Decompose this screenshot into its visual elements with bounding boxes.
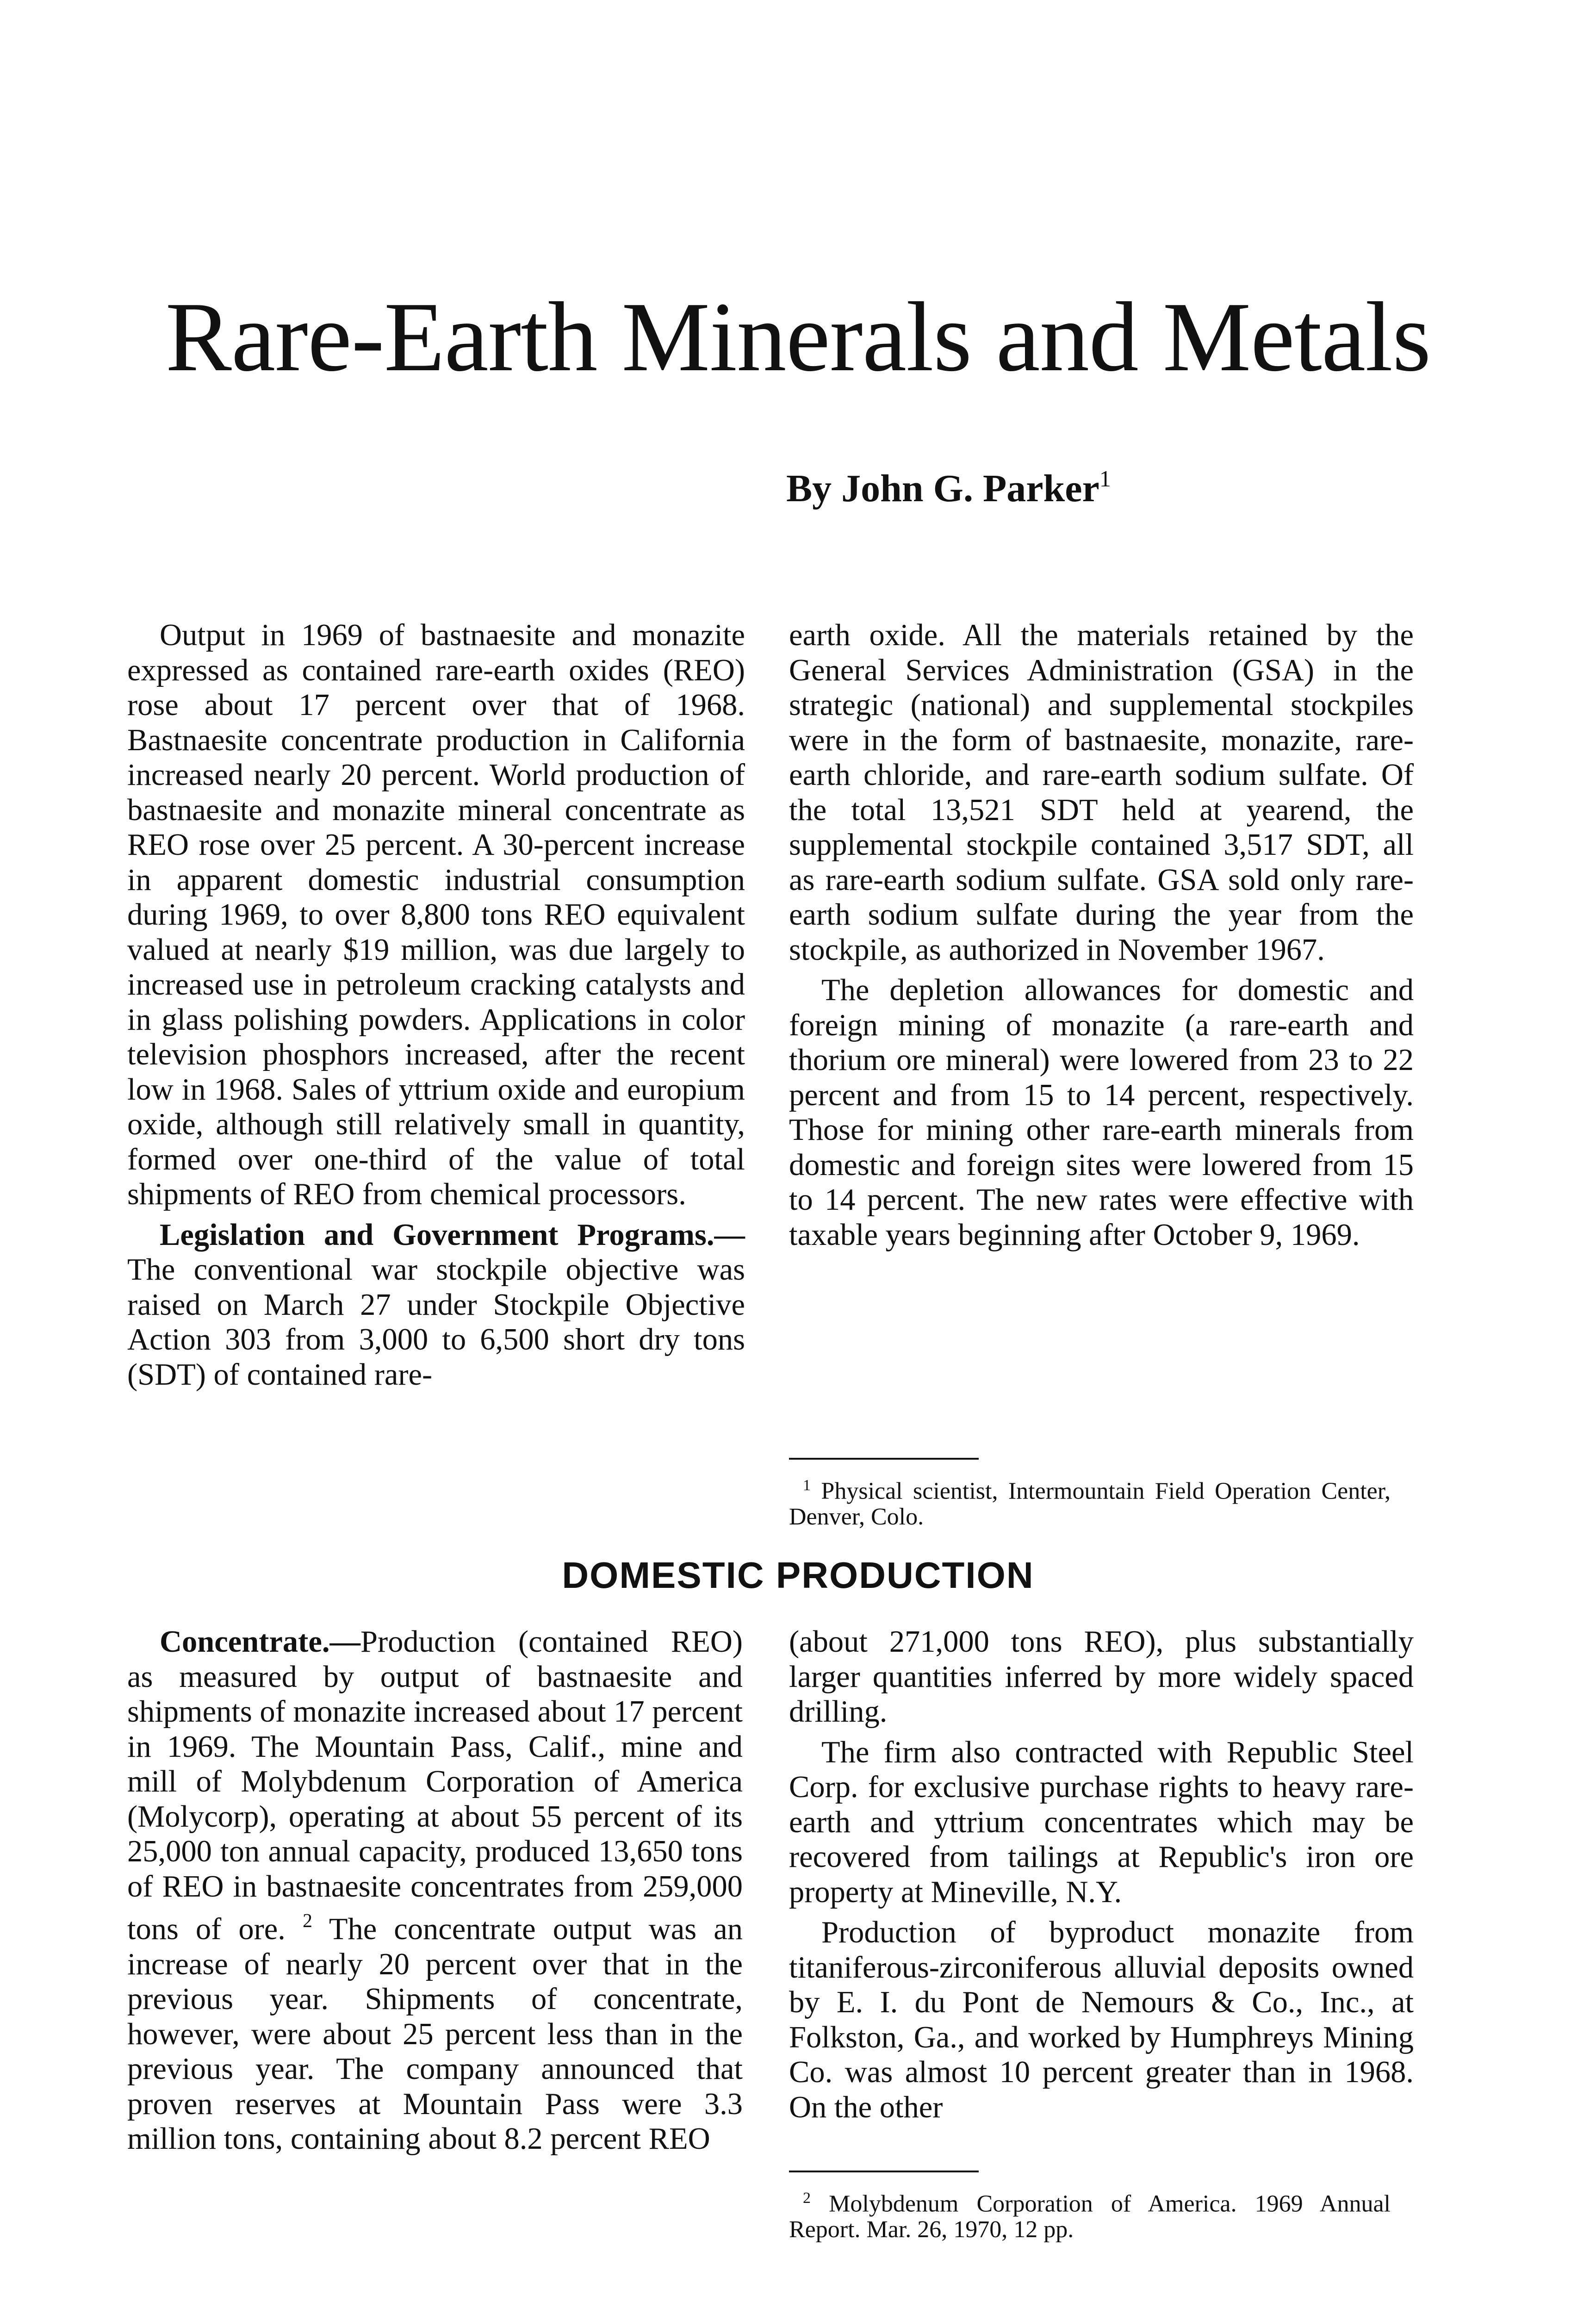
footnote-2-text: Molybdenum Corporation of America. 1969 Annual Report. Mar. 26, 1970, 12 pp. xyxy=(789,2190,1391,2243)
domestic-right-paragraph-3: Production of byproduct monazite from titaniferous-zirconiferous alluvial deposits owned by E. I. du Pont de Nemours & Co., Inc., at Folkston, Ga., and worked by Humphreys Mining Co. was almost 10 percent greater than in 1968. On the other xyxy=(789,1916,1414,2124)
section-heading-domestic-production: DOMESTIC PRODUCTION xyxy=(562,1555,1034,1596)
intro-right-column xyxy=(789,618,1414,1252)
legislation-heading: Legislation and Government Programs.— xyxy=(160,1218,745,1252)
footnote-2 xyxy=(789,2171,1391,2243)
byline-text: By John G. Parker xyxy=(786,467,1099,510)
concentrate-text-b: The concentrate output was an increase of nearly 20 percent over that in the previous year. Shipments of concentrate, however, were about 25 percent less than in the previous year. The company announced that proven reserves at Mountain Pass were 3.3 million tons, containing about 8.2 percent REO xyxy=(127,1912,743,2156)
concentrate-heading: Concentrate.— xyxy=(160,1625,360,1659)
footnote-1 xyxy=(789,1458,1391,1530)
legislation-text: The conventional war stockpile objective was raised on March 27 under Stockpile Objective Action 303 from 3,000 to 6,500 short dry tons (SDT) of contained rare- xyxy=(127,1253,745,1392)
legislation-paragraph xyxy=(127,1218,745,1393)
intro-paragraph-1: Output in 1969 of bastnaesite and monazite expressed as contained rare-earth oxides (REO) rose about 17 percent over that of 1968. Bastnaesite concentrate production in California increased nearly 20 percent. World production of bastnaesite and monazite mineral concentrate as REO rose over 25 percent. A 30-percent increase in apparent domestic industrial consumption during 1969, to over 8,800 tons REO equivalent valued at nearly $19 million, was due largely to increased use in petroleum cracking catalysts and in glass polishing powders. Applications in color television phosphors increased, after the recent low in 1968. Sales of yttrium oxide and europium oxide, although still relatively small in quantity, formed over one-third of the value of total shipments of REO from chemical processors. xyxy=(127,618,745,1211)
domestic-right-paragraph-1: (about 271,000 tons REO), plus substantially larger quantities inferred by more widely spaced drilling. xyxy=(789,1625,1414,1729)
footnote-rule xyxy=(789,2171,979,2172)
domestic-left-column xyxy=(127,1624,743,2157)
article-title: Rare-Earth Minerals and Metals xyxy=(165,281,1431,392)
footnote-1-marker: 1 xyxy=(803,1477,811,1494)
footnote-2-marker: 2 xyxy=(803,2190,811,2207)
domestic-right-column xyxy=(789,1624,1414,2125)
footnote-1-text: Physical scientist, Intermountain Field Operation Center, Denver, Colo. xyxy=(789,1478,1391,1530)
concentrate-text-a: Production (contained REO) as measured by output of bastnaesite and shipments of monazite increased about 17 percent in 1969. The Mountain Pass, Calif., mine and mill of Molybdenum Corporation of America (Molycorp), operating at about 55 percent of its 25,000 ton annual capacity, produced 13,650 tons of REO in bastnaesite concentrates from 259,000 tons of ore. xyxy=(127,1625,743,1946)
intro-right-paragraph-2: The depletion allowances for domestic and foreign mining of monazite (a rare-earth and thorium ore mineral) were lowered from 23 to 22 percent and from 15 to 14 percent, respectively. Those for mining other rare-earth minerals from domestic and foreign sites were lowered from 15 to 14 percent. The new rates were effective with taxable years beginning after October 9, 1969. xyxy=(789,973,1414,1252)
domestic-right-paragraph-2: The firm also contracted with Republic Steel Corp. for exclusive purchase rights to heavy rare-earth and yttrium concentrates which may be recovered from tailings at Republic's iron ore property at Mineville, N.Y. xyxy=(789,1735,1414,1909)
intro-left-column xyxy=(127,618,745,1392)
intro-right-paragraph-1: earth oxide. All the materials retained by the General Services Administration (GSA) in the strategic (national) and supplemental stockpiles were in the form of bastnaesite, monazite, rare-earth chloride, and rare-earth sodium sulfate. Of the total 13,521 SDT held at yearend, the supplemental stockpile contained 3,517 SDT, all as rare-earth sodium sulfate. GSA sold only rare-earth sodium sulfate during the year from the stockpile, as authorized in November 1967. xyxy=(789,618,1414,967)
footnote-rule xyxy=(789,1458,979,1460)
author-footnote-marker: 1 xyxy=(1099,466,1111,491)
concentrate-paragraph xyxy=(127,1624,743,2157)
footnote-2-reference: 2 xyxy=(302,1910,312,1932)
byline xyxy=(555,465,1342,511)
